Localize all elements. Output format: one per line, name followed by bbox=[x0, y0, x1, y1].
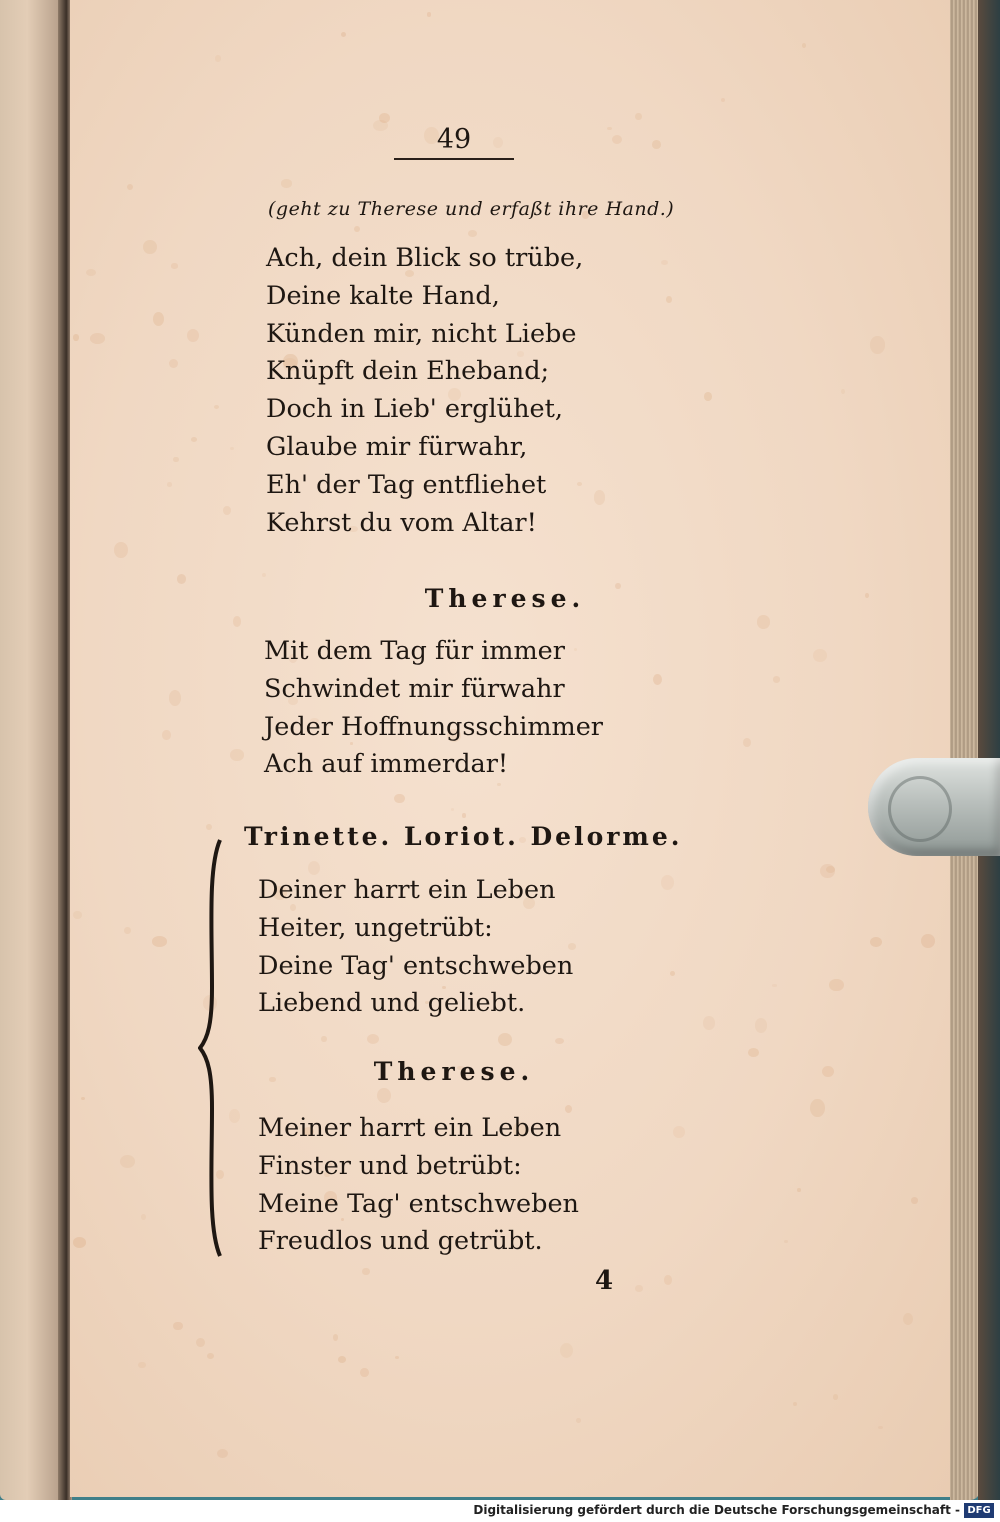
verse-line: Meiner harrt ein Leben bbox=[258, 1113, 562, 1143]
cover-edge bbox=[978, 0, 1000, 1500]
verse-line: Deine kalte Hand, bbox=[266, 280, 500, 311]
verse-line: Freudlos und getrübt. bbox=[258, 1226, 543, 1257]
footer-bar bbox=[0, 1500, 1000, 1522]
verse-line: Glaube mir fürwahr, bbox=[266, 431, 528, 462]
speaker-therese-1: Therese. bbox=[424, 584, 586, 613]
verse-line: Eh' der Tag entfliehet bbox=[266, 469, 547, 500]
verse-line: Doch in Lieb' erglühet, bbox=[266, 394, 563, 425]
stage-direction: (geht zu Therese und erfaßt ihre Hand.) bbox=[268, 198, 675, 220]
page-number: 49 bbox=[436, 124, 472, 155]
verse-line: Jeder Hoffnungsschimmer bbox=[264, 711, 603, 742]
verse-line: Kehrst du vom Altar! bbox=[266, 507, 537, 538]
verse-line: Deiner harrt ein Leben bbox=[258, 875, 556, 905]
verse-line: Knüpft dein Eheband; bbox=[266, 356, 550, 387]
stanza-2 bbox=[264, 633, 603, 784]
verse-line: Heiter, ungetrübt: bbox=[258, 912, 493, 943]
verse-line: Deine Tag' entschweben bbox=[258, 950, 574, 981]
page-fore-edge bbox=[950, 0, 980, 1500]
verse-line: Ach, dein Blick so trübe, bbox=[266, 243, 584, 273]
verse-line: Schwindet mir fürwahr bbox=[264, 673, 565, 704]
signature-mark: 4 bbox=[595, 1266, 614, 1296]
verse-line: Künden mir, nicht Liebe bbox=[266, 318, 577, 349]
page-clip-ring bbox=[888, 776, 952, 842]
verse-line: Finster und betrübt: bbox=[258, 1150, 522, 1181]
stanza-4 bbox=[258, 1110, 579, 1261]
stanza-1 bbox=[266, 240, 583, 542]
speaker-trio: Trinette. Loriot. Delorme. bbox=[244, 822, 683, 851]
verse-line: Liebend und geliebt. bbox=[258, 988, 526, 1019]
dfg-logo-icon: DFG bbox=[964, 1503, 994, 1518]
funding-notice: Digitalisierung gefördert durch die Deutsche Forschungsgemeinschaft - bbox=[473, 1503, 960, 1517]
verse-line: Mit dem Tag für immer bbox=[264, 636, 565, 666]
verse-line: Meine Tag' entschweben bbox=[258, 1188, 579, 1219]
header-rule bbox=[394, 158, 514, 160]
curly-brace bbox=[198, 838, 238, 1258]
stanza-3 bbox=[258, 872, 573, 1023]
speaker-therese-2: Therese. bbox=[373, 1057, 535, 1086]
verse-line: Ach auf immerdar! bbox=[264, 749, 509, 780]
